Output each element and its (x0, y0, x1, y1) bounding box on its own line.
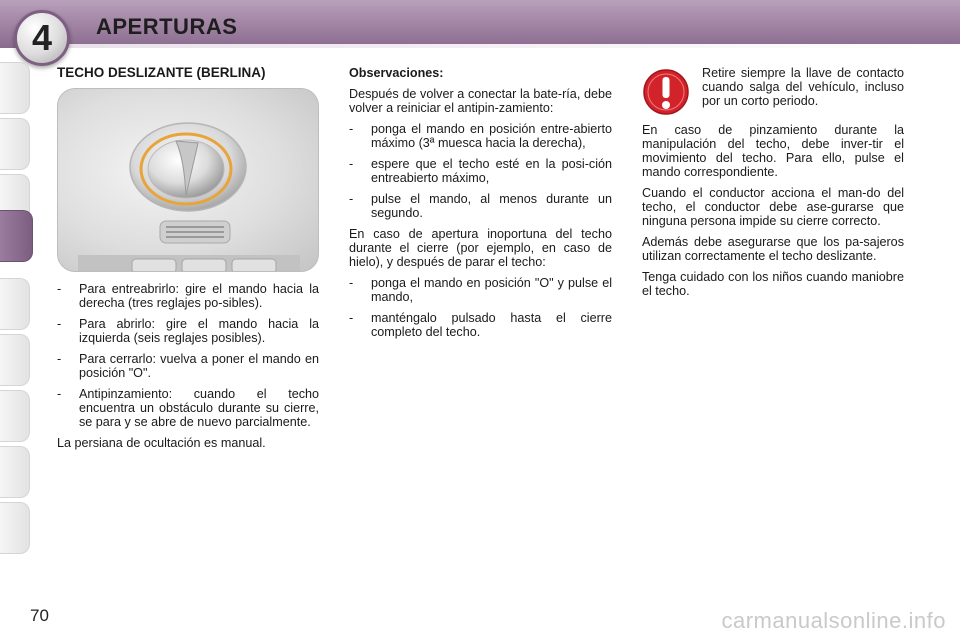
chapter-title: APERTURAS (96, 14, 238, 39)
middle-paragraph: En caso de apertura inoportuna del techo durante el cierre (por ejemplo, en caso de hielo), y después de parar el techo: (349, 227, 612, 269)
middle-column (349, 66, 612, 346)
observations-title: Observaciones: (349, 66, 444, 80)
chapter-tab-9[interactable] (0, 502, 30, 554)
list-item: - Para abrirlo: gire el mando hacia la izquierda (seis reglajes posibles). (57, 317, 319, 345)
intro-paragraph: Después de volver a conectar la bate-ría, debe volver a reiniciar el antipin-zamiento: (349, 87, 612, 115)
list-item: - pulse el mando, al menos durante un segundo. (349, 192, 612, 220)
chapter-tab-8[interactable] (0, 446, 30, 498)
page-number: 70 (30, 606, 49, 625)
list-item: - Antipinzamiento: cuando el techo encuentra un obstáculo durante su cierre, se para y se abre de nuevo parcialmente. (57, 387, 319, 429)
list-item: - Para cerrarlo: vuelva a poner el mando en posición "O". (57, 352, 319, 380)
warning-exclamation-icon (642, 68, 690, 116)
chapter-number-badge: 4 (14, 10, 70, 66)
list-item: - Para entreabrirlo: gire el mando hacia la derecha (tres reglajes po-sibles). (57, 282, 319, 310)
section-title: TECHO DESLIZANTE (BERLINA) (57, 65, 266, 80)
left-column (57, 66, 319, 457)
warning-block (642, 66, 904, 116)
closing-paragraph: La persiana de ocultación es manual. (57, 436, 266, 450)
right-column (642, 66, 904, 305)
chapter-tab-5[interactable] (0, 278, 30, 330)
paragraph: Cuando el conductor acciona el man-do del techo, el conductor debe ase-gurarse que ninguna persona impide su cierre correcto. (642, 186, 904, 228)
chapter-tab-6[interactable] (0, 334, 30, 386)
chapter-tab-4-active[interactable] (0, 210, 33, 262)
paragraph: En caso de pinzamiento durante la manipulación del techo, debe inver-tir el movimiento del techo. Para ello, pulse el mando correspondiente. (642, 123, 904, 179)
warning-text: Retire siempre la llave de contacto cuando salga del vehículo, incluso por un corto periodo. (702, 66, 904, 108)
list-item: - manténgalo pulsado hasta el cierre completo del techo. (349, 311, 612, 339)
watermark: carmanualsonline.info (721, 608, 946, 633)
paragraph: Además debe asegurarse que los pa-sajeros utilizan correctamente el techo deslizante. (642, 235, 904, 263)
list-item: - ponga el mando en posición "O" y pulse el mando, (349, 276, 612, 304)
roof-control-photo (57, 88, 319, 272)
paragraph: Tenga cuidado con los niños cuando maniobre el techo. (642, 270, 904, 298)
list-item: - ponga el mando en posición entre-abierto máximo (3ª muesca hacia la derecha), (349, 122, 612, 150)
chapter-tab-7[interactable] (0, 390, 30, 442)
list-item: - espere que el techo esté en la posi-ción entreabierto máximo, (349, 157, 612, 185)
chapter-tab-2[interactable] (0, 118, 30, 170)
chapter-tab-1[interactable] (0, 62, 30, 114)
chapter-tab-strip (0, 62, 34, 574)
roof-knob-illustration (58, 89, 319, 272)
